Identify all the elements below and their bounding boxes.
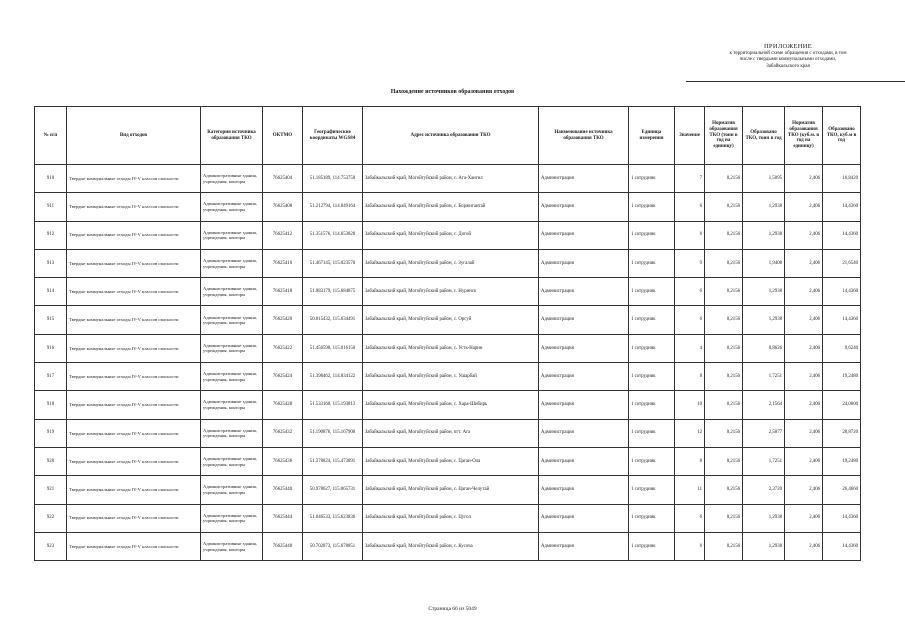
cell-source-name: Администрация [539,165,629,193]
cell-category: Административные здания, учреждения, конторы [201,306,263,334]
cell-total-cubic: 28,8720 [823,419,861,447]
cell-waste-type: Твердые коммунальные отходы IV-V классов опасности [67,532,201,560]
cell-norm-cubic: 2,406 [785,504,823,532]
cell-norm-tons: 0,2156 [705,419,743,447]
cell-norm-tons: 0,2156 [705,447,743,475]
cell-waste-type: Твердые коммунальные отходы IV-V классов опасности [67,249,201,277]
cell-address: Забайкальский край, Могойтуйский район, с. Цугол [363,504,539,532]
cell-address: Забайкальский край, Могойтуйский район, с. Орсуй [363,306,539,334]
cell-address: Забайкальский край, Могойтуйский район, с. Зугалай [363,249,539,277]
cell-total-tons: 1,2938 [743,193,785,221]
cell-number: 914 [35,278,67,306]
cell-total-tons: 1,7251 [743,363,785,391]
header-address: Адрес источника образования ТКО [363,107,539,165]
cell-total-cubic: 26,4660 [823,476,861,504]
cell-oktmo: 76625432 [263,419,303,447]
table-row [35,532,861,560]
cell-waste-type: Твердые коммунальные отходы IV-V классов опасности [67,447,201,475]
table-row [35,334,861,362]
cell-coordinates: 51.398462, 114.834122 [303,363,363,391]
cell-coordinates: 51.456598, 115.016150 [303,334,363,362]
cell-norm-cubic: 2,406 [785,278,823,306]
cell-norm-tons: 0,2156 [705,391,743,419]
cell-total-tons: 1,2938 [743,532,785,560]
header-coordinates: Географические координаты WGS84 [303,107,363,165]
cell-total-cubic: 9,6240 [823,334,861,362]
table-header-row [35,107,861,165]
cell-oktmo: 76625444 [263,504,303,532]
cell-norm-tons: 0,2156 [705,193,743,221]
cell-coordinates: 51.378824, 115.473891 [303,447,363,475]
table-row [35,419,861,447]
table-row [35,193,861,221]
table-row [35,221,861,249]
cell-number: 912 [35,221,67,249]
cell-waste-type: Твердые коммунальные отходы IV-V классов опасности [67,334,201,362]
header-total-cubic: Образовано ТКО, куб.м в год [823,107,861,165]
cell-total-cubic: 19,2480 [823,363,861,391]
cell-total-tons: 1,5095 [743,165,785,193]
cell-waste-type: Твердые коммунальные отходы IV-V классов опасности [67,363,201,391]
cell-number: 910 [35,165,67,193]
cell-waste-type: Твердые коммунальные отходы IV-V классов опасности [67,391,201,419]
cell-value: 6 [675,504,705,532]
cell-norm-tons: 0,2156 [705,306,743,334]
table-row [35,447,861,475]
cell-source-name: Администрация [539,532,629,560]
table-row [35,278,861,306]
cell-coordinates: 51.190876, 115.167900 [303,419,363,447]
cell-oktmo: 76625418 [263,278,303,306]
cell-total-tons: 0,8626 [743,334,785,362]
cell-total-tons: 2,5877 [743,419,785,447]
cell-category: Административные здания, учреждения, конторы [201,334,263,362]
appendix-line-1: к территориальной схеме обращения с отходами, в том [729,50,847,56]
cell-norm-cubic: 2,406 [785,363,823,391]
cell-oktmo: 76625416 [263,249,303,277]
appendix-line-3: Забайкальского края [766,63,810,69]
cell-norm-tons: 0,2156 [705,278,743,306]
cell-total-cubic: 21,6540 [823,249,861,277]
cell-value: 12 [675,419,705,447]
cell-source-name: Администрация [539,221,629,249]
cell-norm-tons: 0,2156 [705,249,743,277]
cell-norm-cubic: 2,406 [785,447,823,475]
cell-oktmo: 76625428 [263,391,303,419]
cell-norm-cubic: 2,406 [785,391,823,419]
cell-total-cubic: 24,0600 [823,391,861,419]
cell-total-tons: 2,3720 [743,476,785,504]
page-footer: Страница 66 из 5049 [428,606,477,612]
cell-category: Административные здания, учреждения, конторы [201,221,263,249]
cell-total-tons: 1,2938 [743,504,785,532]
cell-unit: 1 сотрудник [629,278,675,306]
cell-address: Забайкальский край, Могойтуйский район, с. Ушарбай [363,363,539,391]
cell-source-name: Администрация [539,419,629,447]
header-waste-type: Вид отходов [67,107,201,165]
cell-address: Забайкальский край, Могойтуйский район, с. Хара-Шибирь [363,391,539,419]
cell-unit: 1 сотрудник [629,363,675,391]
cell-norm-cubic: 2,406 [785,532,823,560]
cell-norm-cubic: 2,406 [785,476,823,504]
table-row [35,476,861,504]
cell-number: 923 [35,532,67,560]
cell-waste-type: Твердые коммунальные отходы IV-V классов опасности [67,165,201,193]
cell-unit: 1 сотрудник [629,334,675,362]
cell-source-name: Администрация [539,447,629,475]
cell-norm-tons: 0,2156 [705,334,743,362]
appendix-underline [686,81,905,82]
cell-unit: 1 сотрудник [629,476,675,504]
cell-norm-cubic: 2,406 [785,306,823,334]
cell-number: 920 [35,447,67,475]
cell-category: Административные здания, учреждения, конторы [201,363,263,391]
table-row [35,391,861,419]
cell-total-cubic: 14,4360 [823,278,861,306]
page-title: Нахождение источников образования отходов [390,89,515,95]
cell-category: Административные здания, учреждения, конторы [201,476,263,504]
cell-norm-tons: 0,2156 [705,363,743,391]
cell-value: 6 [675,306,705,334]
cell-category: Административные здания, учреждения, конторы [201,504,263,532]
header-oktmo: ОКТМО [263,107,303,165]
cell-value: 4 [675,334,705,362]
table-row [35,504,861,532]
cell-value: 6 [675,221,705,249]
cell-source-name: Администрация [539,193,629,221]
cell-number: 919 [35,419,67,447]
cell-coordinates: 51.185189, 114.753750 [303,165,363,193]
cell-oktmo: 76625412 [263,221,303,249]
cell-total-cubic: 19,2480 [823,447,861,475]
cell-source-name: Администрация [539,391,629,419]
header-value: Значение [675,107,705,165]
cell-source-name: Администрация [539,249,629,277]
cell-value: 7 [675,165,705,193]
cell-category: Административные здания, учреждения, конторы [201,193,263,221]
cell-waste-type: Твердые коммунальные отходы IV-V классов опасности [67,306,201,334]
header-source-name: Наименование источника образования ТКО [539,107,629,165]
cell-norm-tons: 0,2156 [705,165,743,193]
cell-waste-type: Твердые коммунальные отходы IV-V классов опасности [67,419,201,447]
appendix-line-2: числе с твердыми коммунальными отходами, [739,57,837,62]
cell-unit: 1 сотрудник [629,221,675,249]
cell-total-cubic: 14,4360 [823,306,861,334]
cell-total-tons: 1,7251 [743,447,785,475]
cell-oktmo: 76625440 [263,476,303,504]
cell-unit: 1 сотрудник [629,447,675,475]
table-row [35,249,861,277]
cell-unit: 1 сотрудник [629,419,675,447]
cell-waste-type: Твердые коммунальные отходы IV-V классов опасности [67,278,201,306]
cell-coordinates: 50.978627, 115.065731 [303,476,363,504]
cell-unit: 1 сотрудник [629,391,675,419]
appendix-block [708,44,868,70]
cell-value: 11 [675,476,705,504]
cell-value: 6 [675,193,705,221]
cell-category: Административные здания, учреждения, конторы [201,391,263,419]
cell-address: Забайкальский край, Могойтуйский район, с. Нуринск [363,278,539,306]
cell-address: Забайкальский край, Могойтуйский район, с. Цаган-Челутай [363,476,539,504]
cell-category: Административные здания, учреждения, конторы [201,419,263,447]
cell-total-tons: 1,2938 [743,221,785,249]
cell-category: Административные здания, учреждения, конторы [201,532,263,560]
cell-total-tons: 1,2938 [743,278,785,306]
cell-unit: 1 сотрудник [629,193,675,221]
cell-value: 6 [675,532,705,560]
header-unit: Единица измерения [629,107,675,165]
cell-norm-cubic: 2,406 [785,221,823,249]
cell-coordinates: 51.083179, 115.684875 [303,278,363,306]
cell-coordinates: 51.046533, 115.623836 [303,504,363,532]
table-row [35,165,861,193]
cell-total-tons: 1,9408 [743,249,785,277]
cell-address: Забайкальский край, Могойтуйский район, с. Догой [363,221,539,249]
cell-source-name: Администрация [539,504,629,532]
cell-total-cubic: 14,4360 [823,504,861,532]
cell-source-name: Администрация [539,476,629,504]
cell-waste-type: Твердые коммунальные отходы IV-V классов опасности [67,193,201,221]
cell-oktmo: 76625436 [263,447,303,475]
table-body [35,165,861,561]
cell-coordinates: 51.533160, 115.193813 [303,391,363,419]
waste-sources-table [34,106,861,561]
cell-number: 913 [35,249,67,277]
cell-number: 921 [35,476,67,504]
cell-number: 911 [35,193,67,221]
cell-category: Административные здания, учреждения, конторы [201,447,263,475]
header-category: Категория источника образования ТКО [201,107,263,165]
cell-address: Забайкальский край, Могойтуйский район, с. Кусоча [363,532,539,560]
cell-value: 6 [675,278,705,306]
cell-unit: 1 сотрудник [629,532,675,560]
cell-unit: 1 сотрудник [629,249,675,277]
cell-norm-cubic: 2,406 [785,193,823,221]
cell-value: 8 [675,447,705,475]
cell-number: 915 [35,306,67,334]
cell-source-name: Администрация [539,334,629,362]
appendix-title: ПРИЛОЖЕНИЕ [763,43,813,50]
cell-address: Забайкальский край, Могойтуйский район, с. Боржигантай [363,193,539,221]
cell-norm-cubic: 2,406 [785,334,823,362]
cell-oktmo: 76625448 [263,532,303,560]
cell-total-cubic: 14,4360 [823,193,861,221]
cell-total-cubic: 16,8420 [823,165,861,193]
cell-category: Административные здания, учреждения, конторы [201,278,263,306]
cell-address: Забайкальский край, Могойтуйский район, пгт. Ага [363,419,539,447]
cell-oktmo: 76625424 [263,363,303,391]
cell-address: Забайкальский край, Могойтуйский район, с. Ага-Хангил [363,165,539,193]
header-norm-tons: Норматив образования ТКО (тонн в год на единицу) [705,107,743,165]
cell-coordinates: 51.467145, 115.023570 [303,249,363,277]
header-number: № п/п [35,107,67,165]
cell-address: Забайкальский край, Могойтуйский район, с. Цаган-Ола [363,447,539,475]
table-row [35,306,861,334]
cell-norm-tons: 0,2156 [705,221,743,249]
cell-coordinates: 50.702873, 115.678851 [303,532,363,560]
cell-oktmo: 76625408 [263,193,303,221]
cell-number: 917 [35,363,67,391]
cell-category: Административные здания, учреждения, конторы [201,249,263,277]
cell-address: Забайкальский край, Могойтуйский район, с. Усть-Нарин [363,334,539,362]
table-row [35,363,861,391]
cell-waste-type: Твердые коммунальные отходы IV-V классов опасности [67,476,201,504]
cell-norm-cubic: 2,406 [785,419,823,447]
cell-waste-type: Твердые коммунальные отходы IV-V классов опасности [67,221,201,249]
cell-coordinates: 50.815432, 115.634491 [303,306,363,334]
cell-category: Административные здания, учреждения, конторы [201,165,263,193]
cell-norm-tons: 0,2156 [705,532,743,560]
cell-oktmo: 76625420 [263,306,303,334]
cell-total-tons: 2,1564 [743,391,785,419]
cell-source-name: Администрация [539,306,629,334]
cell-norm-tons: 0,2156 [705,504,743,532]
cell-value: 10 [675,391,705,419]
cell-unit: 1 сотрудник [629,306,675,334]
cell-source-name: Администрация [539,278,629,306]
cell-total-tons: 1,2938 [743,306,785,334]
cell-number: 916 [35,334,67,362]
cell-total-cubic: 14,4360 [823,532,861,560]
cell-unit: 1 сотрудник [629,165,675,193]
cell-oktmo: 76625422 [263,334,303,362]
cell-number: 922 [35,504,67,532]
cell-oktmo: 76625404 [263,165,303,193]
cell-norm-tons: 0,2156 [705,476,743,504]
cell-norm-cubic: 2,406 [785,249,823,277]
cell-value: 9 [675,249,705,277]
cell-unit: 1 сотрудник [629,504,675,532]
header-norm-cubic: Норматив образования ТКО (куб.м. в год на единицу) [785,107,823,165]
cell-total-cubic: 14,4360 [823,221,861,249]
cell-waste-type: Твердые коммунальные отходы IV-V классов опасности [67,504,201,532]
cell-coordinates: 51.351576, 114.653828 [303,221,363,249]
cell-number: 918 [35,391,67,419]
cell-source-name: Администрация [539,363,629,391]
header-total-tons: Образовано ТКО, тонн в год [743,107,785,165]
cell-coordinates: 51.212794, 114.849164 [303,193,363,221]
cell-value: 8 [675,363,705,391]
cell-norm-cubic: 2,406 [785,165,823,193]
